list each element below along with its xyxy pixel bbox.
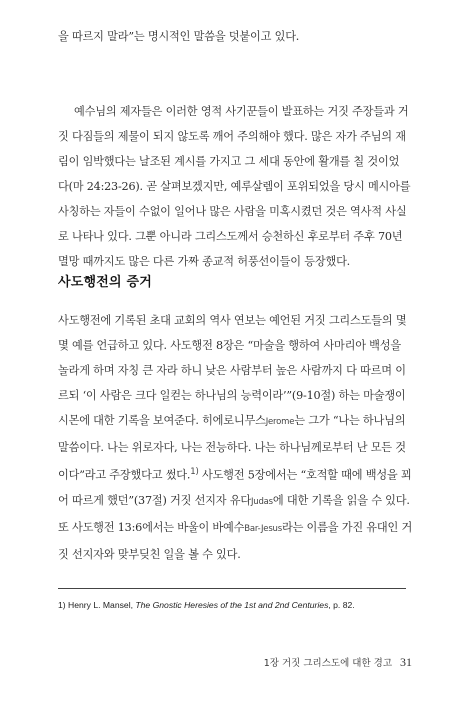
text-line: 을 따르지 말라”는 명시적인 말씀을 덧붙이고 있다.: [58, 30, 300, 43]
gloss-barjesus: Bar-Jesus: [244, 523, 282, 534]
text-segment: 라는 이름을 가진 유대인 거: [281, 520, 413, 534]
section-heading: 사도행전의 증거: [58, 275, 153, 290]
text-line: [58, 460, 420, 488]
text-segment: 시몬에 대한 기록을 보여준다. 히에로니무스: [58, 414, 266, 427]
text-line: 림이 임박했다는 날조된 계시를 가지고 그 세대 동안에 활개를 칠 것이었: [58, 155, 400, 168]
paragraph-acts-evidence: [58, 308, 420, 567]
footnote-title: The Gnostic Heresies of the 1st and 2nd Centuries: [135, 600, 329, 610]
text-line: 놀라게 하며 자칭 큰 자라 하니 낮은 사람부터 높은 사람까지 다 따르며 이: [58, 364, 406, 377]
paragraph-false-claims: [58, 99, 420, 274]
text-line: 몇 예를 언급하고 있다. 사도행전 8장은 “마술을 행하여 사마리아 백성을: [58, 339, 402, 352]
text-line: [58, 515, 420, 542]
text-segment: 에 대한 기록을 읽을 수 있다.: [272, 493, 410, 507]
text-line: [58, 488, 420, 515]
text-segment: 는 그가 “나는 하나님의: [294, 414, 406, 427]
text-line: 사칭하는 자들이 수없이 일어나 많은 사람을 미혹시켰던 것은 역사적 사실: [58, 205, 407, 218]
gloss-jerome: Jerome: [265, 417, 295, 427]
text-segment: 어 따르게 했던”(37절) 거짓 선지자 유다: [58, 493, 251, 507]
page-number: 31: [400, 655, 412, 669]
gloss-judas: Judas: [250, 496, 273, 507]
text-line: 다(마 24:23-26). 곧 살펴보겠지만, 예루살렘이 포위되었을 당시 메시아를: [58, 180, 411, 193]
text-line: 로 나타나 있다. 그뿐 아니라 그리스도께서 승천하신 후로부터 주후 70년: [58, 230, 403, 243]
footnote-prefix: 1) Henry L. Mansel,: [58, 600, 136, 610]
text-line: 사도행전에 기록된 초대 교회의 역사 연보는 예언된 거짓 그리스도들의 몇: [58, 314, 407, 327]
footnote-suffix: , p. 82.: [328, 600, 355, 610]
text-segment: 또 사도행전 13:6에서는 바울이 바예수: [58, 520, 245, 534]
footnote: [58, 600, 420, 610]
text-line: 르되 ‘이 사람은 크다 일컫는 하나님의 능력이라’”(9-10절) 하는 마술쟁이: [58, 389, 406, 402]
text-segment: 이다”라고 주장했다고 썼다.: [58, 468, 191, 482]
paragraph-continuation: [58, 24, 420, 49]
text-line: 예수님의 제자들은 이러한 영적 사기꾼들이 발표하는 거짓 주장들과 거: [74, 105, 409, 118]
chapter-title: 1장 거짓 그리스도에 대한 경고: [263, 658, 392, 669]
text-segment: 사도행전 5장에서는 “호적할 때에 백성을 꾀: [198, 468, 412, 482]
text-line: 말씀이다. 나는 위로자다, 나는 전능하다. 나는 하나님께로부터 난 모든 것: [58, 441, 406, 454]
running-footer: [264, 655, 412, 670]
text-line: [58, 408, 420, 435]
footnote-divider: [58, 588, 406, 589]
footnote-ref[interactable]: 1): [190, 467, 199, 477]
text-line: 짓 선지자와 맞부딪친 일을 볼 수 있다.: [58, 547, 241, 561]
text-line: 짓 다짐들의 제물이 되지 않도록 깨어 주의해야 했다. 많은 자가 주님의 재: [58, 130, 406, 143]
text-line: 멸망 때까지도 많은 다른 가짜 종교적 허풍선이들이 등장했다.: [58, 255, 351, 268]
